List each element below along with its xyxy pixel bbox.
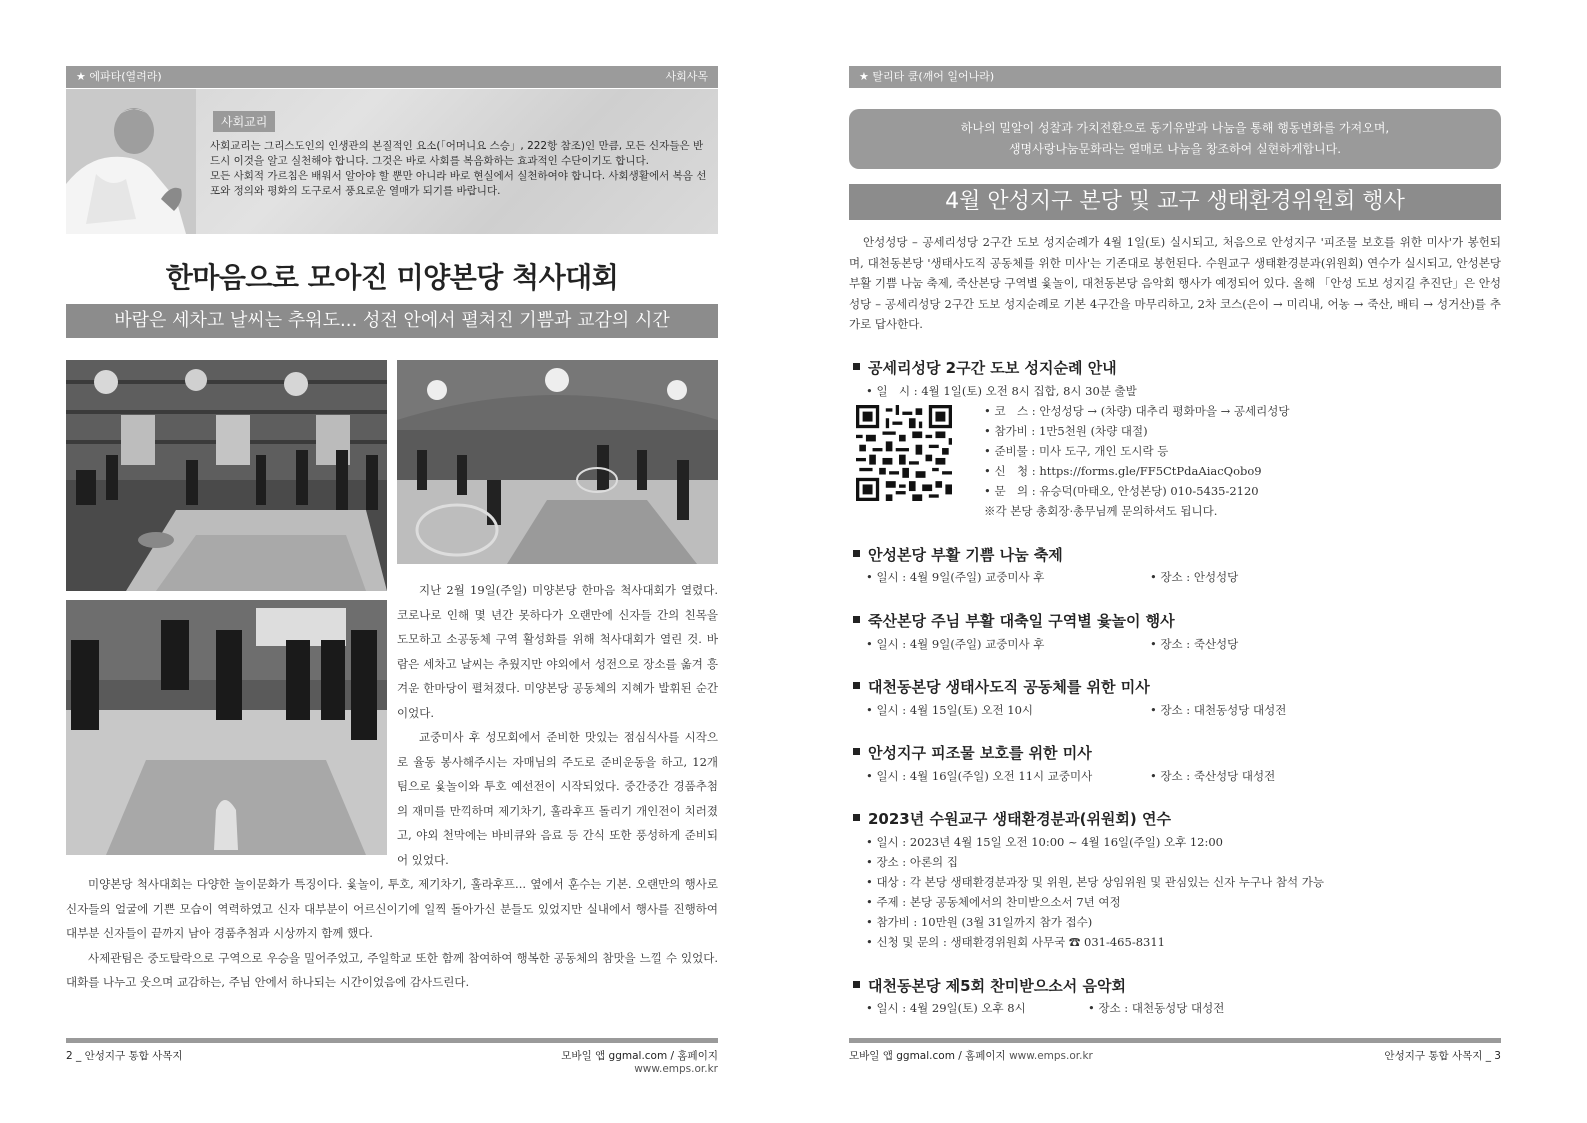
article-paragraph: 교중미사 후 성모회에서 준비한 맛있는 점심식사를 시작으로 율동 봉사해주시는 자매님의 주도로 준비운동을 하고, 12개 팀으로 윷놀이와 투호 예선전이 시작되었다. 중간중간 경품추첨의 재미를 만끽하며 제기차기, 훌라후프 돌리기 개인전이 치러졌고, 야외 천막에는 바비큐와 음료 등 간식 또한 풍성하게 준비되어 있었다. — [397, 730, 718, 867]
article-subtitle: 바람은 세차고 날씨는 추워도... 성전 안에서 펼쳐진 기쁨과 교감의 시간 — [66, 304, 718, 338]
article-title: 한마음으로 모아진 미양본당 척사대회 — [165, 261, 619, 294]
footer-homepage-link[interactable]: www.emps.or.kr — [1009, 1050, 1093, 1062]
section-when: • 일시 : 4월 16일(주일) 오전 11시 교중미사 — [866, 769, 1093, 783]
social-teaching-text — [210, 139, 710, 199]
left-footer-rule — [66, 1038, 718, 1043]
event-photo-1 — [66, 360, 387, 591]
section-item: • 일시 : 2023년 4월 15일 오전 10:00 ~ 4월 16일(주일) 오후 12:00 — [866, 835, 1223, 849]
event-intro-paragraph: 안성성당 – 공세리성당 2구간 도보 성지순례가 4월 1일(토) 실시되고, 처음으로 안성지구 '피조물 보호를 위한 미사'가 봉헌되며, 대천동본당 '생태사도직 공동체를 위한 미사'는 기존대로 봉헌된다. 수원교구 생태환경분과(위원회) 연수가 실시되고, 안성본당 부활 기쁨 나눔 축제, 죽산본당 구역별 윷놀이, 대천동본당 음악회 행사가 예정되어 있다. 올해 「안성 도보 성지길 추진단」은 안성성당 – 공세리성당 2구간 도보 성지순례로 기본 4구간을 마무리하고, 2차 코스(은이 → 미리내, 어농 → 죽산, 배티 → 성거산)를 추가로 답사한다. — [849, 235, 1501, 331]
section-heading: 2023년 수원교구 생태환경분과(위원회) 연수 — [853, 808, 1171, 829]
section-when: • 일시 : 4월 29일(토) 오후 8시 — [866, 1001, 1026, 1015]
section-where: • 장소 : 대천동성당 대성전 — [1088, 1001, 1225, 1015]
left-header-section: 사회사목 — [665, 70, 708, 83]
section-where: • 장소 : 안성성당 — [1150, 570, 1239, 584]
event-photo-2 — [397, 360, 718, 564]
article-paragraph: 사제관팀은 중도탈락으로 구역으로 우승을 밀어주었고, 주일학교 또한 함께 참여하여 행복한 공동체의 참맛을 느낄 수 있었다. 대화를 나누고 웃으며 교감하는, 주님 안에서 하나되는 시간이었음에 감사드린다. — [66, 950, 718, 989]
bullet-square-icon — [853, 616, 860, 623]
section-note: ※각 본당 총회장·총무님께 문의하셔도 됩니다. — [984, 504, 1218, 518]
bullet-square-icon — [853, 363, 860, 370]
section-where: • 장소 : 대천동성당 대성전 — [1150, 703, 1287, 717]
section-item: • 문 의 : 유승덕(마태오, 안성본당) 010-5435-2120 — [984, 484, 1259, 498]
section-item: • 참가비 : 1만5천원 (차량 대절) — [984, 424, 1148, 438]
section-when: • 일시 : 4월 9일(주일) 교중미사 후 — [866, 570, 1045, 584]
bullet-square-icon — [853, 550, 860, 557]
section-item: • 코 스 : 안성성당 → (차량) 대추리 평화마을 → 공세리성당 — [984, 404, 1290, 418]
left-header-title: ★ 에파타(열려라) — [76, 70, 162, 83]
event-photo-3 — [66, 600, 387, 855]
right-footer-page: 안성지구 통합 사목지 _ 3 — [1384, 1050, 1501, 1062]
section-item: • 대상 : 각 본당 생태환경분과장 및 위원, 본당 상임위원 및 관심있는 신자 누구나 참석 가능 — [866, 875, 1324, 889]
section-item: • 장소 : 아론의 집 — [866, 855, 958, 869]
footer-homepage-link[interactable]: www.emps.or.kr — [634, 1063, 718, 1075]
section-item: • 참가비 : 10만원 (3월 31일까지 참가 접수) — [866, 915, 1093, 929]
section-item: • 주제 : 본당 공동체에서의 찬미받으소서 7년 여정 — [866, 895, 1121, 909]
right-footer-rule — [849, 1038, 1501, 1043]
section-where: • 장소 : 죽산성당 — [1150, 637, 1239, 651]
intro-paragraph: 사회교리는 그리스도인의 인생관의 본질적인 요소(「어머니요 스승」, 222항 참조)인 만큼, 모든 신자들은 반드시 이것을 알고 실천해야 합니다. 그것은 바로 사회를 복음화하는 효과적인 수단이기도 합니다. — [210, 140, 704, 167]
left-footer-page: 2 _ 안성지구 통합 사목지 — [66, 1050, 183, 1062]
event-intro-text — [849, 232, 1501, 335]
right-footer-links — [849, 1048, 1093, 1063]
section-heading: 대천동본당 제5회 찬미받으소서 음악회 — [853, 975, 1126, 996]
left-footer-links — [478, 1048, 718, 1075]
motto-line: 생명사랑나눔문화라는 열매로 나눔을 창조하여 실현하게합니다. — [1008, 142, 1342, 156]
bullet-square-icon — [853, 682, 860, 689]
section-heading: 죽산본당 주님 부활 대축일 구역별 윷놀이 행사 — [853, 610, 1175, 631]
section-heading: 안성지구 피조물 보호를 위한 미사 — [853, 742, 1092, 763]
article-column-text — [397, 578, 718, 872]
right-header-bar — [849, 66, 1501, 88]
article-full-text — [66, 872, 718, 995]
event-title-bar: 4월 안성지구 본당 및 교구 생태환경위원회 행사 — [849, 184, 1501, 220]
left-header-bar — [66, 66, 718, 88]
footer-app-label: 모바일 앱 ggmal.com / 홈페이지 — [561, 1050, 718, 1062]
article-paragraph: 미양본당 척사대회는 다양한 놀이문화가 특징이다. 윷놀이, 투호, 제기차기, 훌라후프... 옆에서 훈수는 기본. 오랜만의 행사로 신자들의 얼굴에 기쁜 모습이 역력하였고 신자 대부분이 어르신이기에 일찍 돌아가신 분들도 있었지만 실내에서 행사를 진행하여 대부분 신자들이 끝까지 남아 경품추첨과 시상까지 함께 했다. — [66, 877, 718, 940]
section-when: • 일시 : 4월 9일(주일) 교중미사 후 — [866, 637, 1045, 651]
registration-link[interactable]: • 신 청 : https://forms.gle/FF5CtPdaAiacQobo9 — [984, 464, 1262, 478]
social-teaching-box — [66, 89, 718, 234]
section-item: • 준비물 : 미사 도구, 개인 도시락 등 — [984, 444, 1169, 458]
motto-line: 하나의 밀알이 성찰과 가치전환으로 동기유발과 나눔을 통해 행동변화를 가져오며, — [960, 121, 1390, 135]
bullet-square-icon — [853, 814, 860, 821]
section-heading: 공세리성당 2구간 도보 성지순례 안내 — [853, 357, 1117, 378]
bullet-square-icon — [853, 748, 860, 755]
qr-code-icon[interactable] — [856, 405, 952, 501]
pope-photo — [66, 89, 196, 234]
footer-app-label: 모바일 앱 ggmal.com / 홈페이지 — [849, 1050, 1006, 1062]
bullet-square-icon — [853, 981, 860, 988]
section-item: • 일 시 : 4월 1일(토) 오전 8시 집합, 8시 30분 출발 — [866, 384, 1137, 398]
section-heading: 안성본당 부활 기쁨 나눔 축제 — [853, 544, 1063, 565]
section-heading: 대천동본당 생태사도직 공동체를 위한 미사 — [853, 676, 1150, 697]
section-item: • 신청 및 문의 : 생태환경위원회 사무국 ☎ 031-465-8311 — [866, 935, 1165, 949]
right-header-title: ★ 탈리타 쿰(깨어 일어나라) — [859, 70, 995, 83]
section-where: • 장소 : 죽산성당 대성전 — [1150, 769, 1276, 783]
intro-paragraph: 모든 사회적 가르침은 배워서 알아야 할 뿐만 아니라 바로 현실에서 실천하여야 합니다. 사회생활에서 복음 선포와 정의와 평화의 도구로서 풍요로운 열매가 되기를 바랍니다. — [210, 170, 707, 197]
social-teaching-label: 사회교리 — [213, 111, 275, 132]
section-when: • 일시 : 4월 15일(토) 오전 10시 — [866, 703, 1034, 717]
article-paragraph: 지난 2월 19일(주일) 미양본당 한마음 척사대회가 열렸다. 코로나로 인해 몇 년간 못하다가 오랜만에 신자들 간의 친목을 도모하고 소공동체 구역 활성화를 위해 척사대회가 열린 것. 바람은 세차고 날씨는 추웠지만 야외에서 성전으로 장소를 옮겨 흥겨운 한마당이 펼쳐졌다. 미양본당 공동체의 지혜가 발휘된 순간이었다. — [397, 583, 718, 720]
motto-box — [849, 109, 1501, 169]
